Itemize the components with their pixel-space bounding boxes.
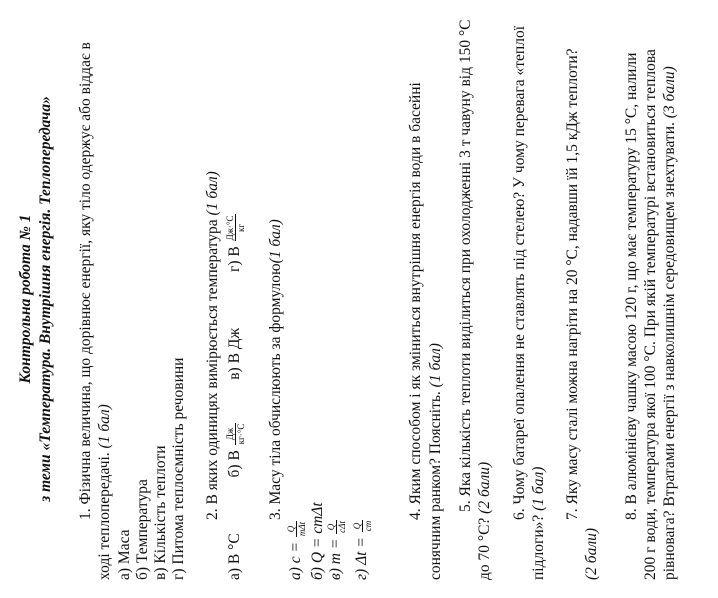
q5-line1: 5. Яка кількість теплоти виділиться при охолодженні 3 т чавуну від 150 °С: [457, 19, 474, 512]
q6-points: (1 бал): [530, 466, 547, 511]
q1-points: (1 бал): [96, 404, 113, 449]
q3-option-a: а) c = Q mΔt: [285, 521, 307, 580]
q4-points: (1 бал): [427, 343, 444, 388]
q5-line2: до 70 °С? (2 бали): [476, 461, 493, 580]
q6-line2: підлоги»? (1 бал): [530, 466, 547, 580]
page-subtitle: з теми «Температура. Внутрішня енергія. Теплопередача»: [37, 96, 54, 502]
q2-option-d: г) В Дж·°С кг: [224, 215, 246, 273]
q8-line3: рівновага? Втратами енергії з навколишнім середовищем знехтувати. (3 бали): [661, 66, 678, 580]
q1-option-c: в) Кількість теплоти: [152, 445, 169, 580]
q2-points: (1 бал): [204, 171, 221, 216]
page-title: Контрольна робота № 1: [17, 214, 34, 384]
q7-line1: 7. Яку масу сталі можна нагріти на 20 °С, надавши їй 1,5 кДж теплоти?: [564, 48, 581, 520]
q1-line1: 1. Фізична величина, що дорівнює енергії, яку тіло одержує або віддає в: [77, 42, 94, 520]
q4-line1: 4. Яким способом і як зміниться внутрішня енергія води в басейні: [407, 82, 424, 520]
q8-line2: 200 г води, температура якої 100 °С. При якій температурі встановиться теплова: [642, 49, 659, 580]
q1-option-b: б) Температура: [134, 479, 151, 580]
q2-option-a: а) В °С: [226, 533, 243, 580]
q3-text: 3. Масу тіла обчислюють за формулою(1 бал): [267, 219, 284, 520]
q2-text: 2. В яких одиницях вимірюється температура (1 бал): [204, 171, 221, 520]
q8-points: (3 бали): [661, 66, 678, 119]
q2-options: [222, 213, 248, 580]
q3-option-d: г) Δt = Q cm: [351, 520, 373, 580]
q1-option-a: а) Маса: [116, 529, 133, 580]
q3-option-b: б) Q = cmΔt: [309, 502, 326, 580]
q4-line2: сонячним ранком? Поясніть. (1 бал): [427, 343, 444, 580]
q3-points: (1 бал): [267, 219, 284, 264]
q5-points: (2 бали): [476, 461, 493, 514]
q2-option-b: б) В Дж кг·°С: [224, 423, 246, 478]
q1-line2: ході теплопередачі. (1 бал): [96, 404, 113, 580]
q6-line1: 6. Чому батареї опалення не ставлять під стелею? У чому перевага «теплої: [511, 26, 528, 520]
q8-line1: 8. В алюмінієву чашку масою 120 г, що має температуру 15 °С, налили: [623, 52, 640, 520]
q2-option-c: в) В Дж: [226, 327, 243, 380]
q7-points: (2 бали): [583, 527, 600, 580]
q1-option-d: г) Питома теплоємність речовини: [170, 357, 187, 580]
q3-option-c: в) m = Q cΔt: [325, 521, 347, 580]
